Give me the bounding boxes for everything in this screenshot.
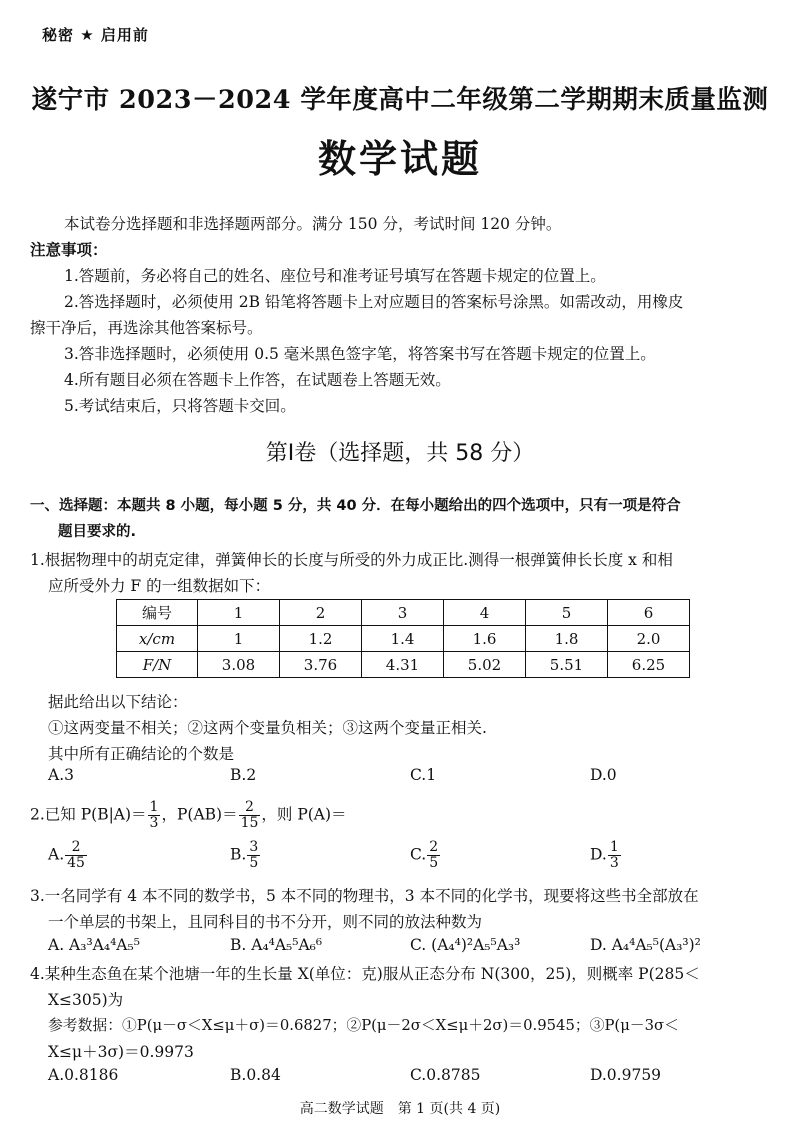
table-cell: 2 (280, 600, 362, 626)
q4-option-a: A.0.8186 (48, 1066, 119, 1084)
q1-question: 其中所有正确结论的个数是 (48, 745, 235, 763)
section-title: 第Ⅰ卷（选择题，共 58 分） (265, 441, 535, 466)
q3-stem-cont: 一个单层的书架上，且同科目的书不分开，则不同的放法种数为 (48, 913, 483, 931)
q3-option-d: D. A₄⁴A₅⁵(A₃³)² (590, 936, 701, 954)
table-cell: 编号 (117, 600, 198, 626)
intro-text: 本试卷分选择题和非选择题两部分。满分 150 分，考试时间 120 分钟。 (64, 215, 562, 233)
fraction: $\frac{2}{15}$ (240, 799, 259, 831)
hooke-data-table (116, 599, 690, 678)
table-cell: 1.6 (444, 626, 526, 652)
table-cell: 4.31 (362, 652, 444, 678)
note-item: 擦干净后，再选涂其他答案标号。 (30, 319, 263, 337)
table-cell: 3.08 (198, 652, 280, 678)
note-item: 5.考试结束后，只将答题卡交回。 (64, 397, 296, 415)
q1-option-b: B.2 (230, 766, 257, 784)
q1-stem-cont: 应所受外力 F 的一组数据如下： (48, 577, 271, 595)
q1-option-c: C.1 (410, 766, 437, 784)
table-cell: F/N (117, 652, 198, 678)
table-cell: 5.02 (444, 652, 526, 678)
note-item: 2.答选择题时，必须使用 2B 铅笔将答题卡上对应题目的答案标号涂黑。如需改动，用橡皮 (64, 293, 684, 311)
q4-option-d: D.0.9759 (590, 1066, 662, 1084)
table-cell: 5.51 (526, 652, 608, 678)
fraction: $\frac{1}{3}$ (149, 799, 159, 831)
table-cell: 6.25 (608, 652, 690, 678)
table-cell: 1.2 (280, 626, 362, 652)
table-cell: 1.8 (526, 626, 608, 652)
notes-heading: 注意事项： (30, 241, 108, 259)
fraction: $\frac{1}{3}$ (609, 839, 619, 871)
table-cell: 5 (526, 600, 608, 626)
q3-option-b: B. A₄⁴A₅⁵A₆⁶ (230, 936, 323, 954)
q4-reference-cont: X≤μ＋3σ)＝0.9973 (48, 1043, 194, 1061)
q1-conclusions: ①这两变量不相关；②这两个变量负相关；③这两个变量正相关. (48, 719, 487, 737)
q2-mid: ，P(AB)＝ (161, 805, 238, 824)
q4-stem: 4.某种生态鱼在某个池塘一年的生长量 X(单位：克)服从正态分布 N(300，25)，则概率 P(285＜ (30, 965, 700, 983)
q3-stem: 3.一名同学有 4 本不同的数学书，5 本不同的物理书，3 本不同的化学书，现要将这些书全部放在 (30, 887, 699, 905)
table-row (117, 600, 690, 626)
table-cell: 1.4 (362, 626, 444, 652)
q1-text: 据此给出以下结论： (48, 693, 188, 711)
table-cell: 1 (198, 600, 280, 626)
table-cell: 1 (198, 626, 280, 652)
note-item: 4.所有题目必须在答题卡上作答，在试题卷上答题无效。 (64, 371, 451, 389)
exam-title: 遂宁市 2023－2024 学年度高中二年级第二学期期末质量监测 (31, 85, 769, 115)
table-cell: x/cm (117, 626, 198, 652)
q2-option-b: B. $\frac{3}{5}$ (230, 839, 259, 871)
page-footer: 高二数学试题 第 1 页(共 4 页) (299, 1101, 501, 1117)
q4-stem-cont: X≤305)为 (48, 991, 124, 1009)
table-cell: 2.0 (608, 626, 690, 652)
exam-subtitle: 数学试题 (317, 136, 482, 181)
table-cell: 4 (444, 600, 526, 626)
q2-prefix: 2.已知 P(B|A)＝ (30, 805, 147, 824)
q2-suffix: ，则 P(A)＝ (261, 805, 347, 824)
q2-stem (30, 800, 347, 831)
q1-option-a: A.3 (48, 766, 74, 784)
fraction: $\frac{2}{5}$ (429, 839, 439, 871)
q4-reference: 参考数据：①P(μ－σ＜X≤μ＋σ)＝0.6827；②P(μ－2σ＜X≤μ＋2σ)＝0.9545；③P(μ－3σ＜ (48, 1017, 679, 1034)
table-cell: 3.76 (280, 652, 362, 678)
q1-option-d: D.0 (590, 766, 617, 784)
q3-option-c: C. (A₄⁴)²A₅⁵A₃³ (410, 936, 521, 954)
table-cell: 6 (608, 600, 690, 626)
q2-option-a: A. $\frac{2}{45}$ (48, 839, 85, 871)
fraction: $\frac{3}{5}$ (249, 839, 259, 871)
q4-option-c: C.0.8785 (410, 1066, 481, 1084)
part1-instruction: 一、选择题：本题共 8 小题，每小题 5 分，共 40 分．在每小题给出的四个选项中，只有一项是符合 (30, 498, 681, 514)
part1-instruction-cont: 题目要求的. (58, 524, 137, 540)
table-row (117, 652, 690, 678)
note-item: 1.答题前，务必将自己的姓名、座位号和准考证号填写在答题卡规定的位置上。 (64, 267, 606, 285)
secret-label: 秘密 ★ 启用前 (42, 26, 149, 44)
q2-option-c: C. $\frac{2}{5}$ (410, 839, 439, 871)
q2-option-d: D. $\frac{1}{3}$ (590, 839, 619, 871)
q1-stem: 1.根据物理中的胡克定律，弹簧伸长的长度与所受的外力成正比.测得一根弹簧伸长长度 x 和相 (30, 551, 673, 569)
fraction: $\frac{2}{45}$ (67, 839, 85, 871)
note-item: 3.答非选择题时，必须使用 0.5 毫米黑色签字笔，将答案书写在答题卡规定的位置上。 (64, 345, 656, 363)
q3-option-a: A. A₃³A₄⁴A₅⁵ (48, 936, 140, 954)
table-row (117, 626, 690, 652)
q4-option-b: B.0.84 (230, 1066, 281, 1084)
table-cell: 3 (362, 600, 444, 626)
